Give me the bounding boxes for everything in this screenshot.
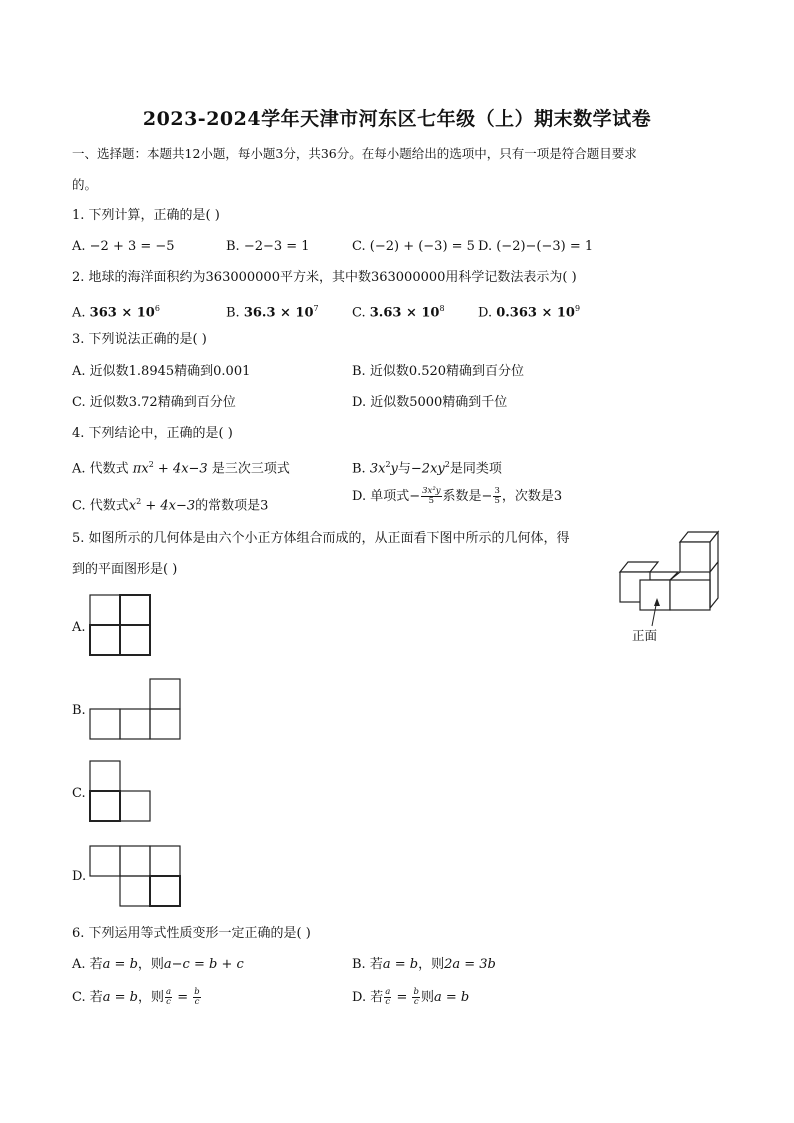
q4-option-b[interactable]: B. $3x^2y$与$-2xy^2$是同类项 <box>352 460 502 477</box>
section-instructions-line2: 的。 <box>72 177 98 192</box>
q5-stem-line1: 5. 如图所示的几何体是由六个小正方体组合而成的，从正面看下图中所示的几何体，得 <box>72 531 570 546</box>
q5-option-a-label[interactable]: A. <box>72 620 86 635</box>
q6-option-d[interactable]: D. 若 $\frac{a}{c}$ = $\frac{b}{c}$ 则a = b <box>352 987 470 1007</box>
q3-option-c[interactable]: C. 近似数3.72精确到百分位 <box>72 395 236 410</box>
q5-front-label: 正面 <box>632 628 658 643</box>
q5-option-c-label[interactable]: C. <box>72 786 86 801</box>
section-instructions-line1: 一、选择题：本题共12小题，每小题3分，共36分。在每小题给出的选项中，只有一项是符合题目要求 <box>72 146 637 161</box>
q1-option-b[interactable]: B. −2−3 = 1 <box>226 239 310 254</box>
q2-option-c[interactable]: C. $3.63 \times 10^8$ <box>352 304 445 321</box>
q2-option-a[interactable]: A. $363 \times 10^6$ <box>72 304 160 321</box>
q6-option-a[interactable]: A. 若a = b，则a−c = b + c <box>72 957 244 972</box>
q2-option-d[interactable]: D. $0.363 \times 10^9$ <box>478 304 581 321</box>
q1-option-d[interactable]: D. (−2)−(−3) = 1 <box>478 239 594 254</box>
q4-stem: 4. 下列结论中，正确的是( ) <box>72 426 233 441</box>
q5-option-b-figure[interactable] <box>89 678 181 740</box>
q6-option-b[interactable]: B. 若a = b，则2a = 3b <box>352 957 496 972</box>
q3-option-b[interactable]: B. 近似数0.520精确到百分位 <box>352 364 525 379</box>
q1-option-a[interactable]: A. −2 + 3 = −5 <box>72 239 175 254</box>
q5-option-d-figure[interactable] <box>89 845 181 907</box>
q1-stem: 1. 下列计算，正确的是( ) <box>72 208 220 223</box>
q5-option-a-figure[interactable] <box>89 594 151 656</box>
q2-option-b[interactable]: B. $36.3 \times 10^7$ <box>226 304 319 321</box>
q3-option-a[interactable]: A. 近似数1.8945精确到0.001 <box>72 364 251 379</box>
q3-option-d[interactable]: D. 近似数5000精确到千位 <box>352 395 508 410</box>
q1-option-c[interactable]: C. (−2) + (−3) = 5 <box>352 239 475 254</box>
q5-solid-figure <box>612 528 732 648</box>
q5-option-b-label[interactable]: B. <box>72 703 86 718</box>
q4-option-a[interactable]: A. 代数式 $\pi x^2 + 4x-3$ 是三次三项式 <box>72 460 290 477</box>
q4-option-c[interactable]: C. 代数式$x^2 + 4x-3$的常数项是3 <box>72 497 269 514</box>
q4-option-d[interactable]: D. 单项式− $\frac{\text{3x²y}}{5}$ 系数是− $\frac{3}{5}$ ，次数是3 <box>352 486 563 506</box>
q5-option-c-figure[interactable] <box>89 760 151 822</box>
q6-stem: 6. 下列运用等式性质变形一定正确的是( ) <box>72 926 311 941</box>
q5-stem-line2: 到的平面图形是( ) <box>72 562 178 577</box>
q2-stem: 2. 地球的海洋面积约为363000000平方米，其中数363000000用科学记数法表示为( ) <box>72 270 577 285</box>
q3-stem: 3. 下列说法正确的是( ) <box>72 332 207 347</box>
q5-option-d-label[interactable]: D. <box>72 869 87 884</box>
q6-option-c[interactable]: C. 若a = b，则 $\frac{a}{c}$ = $\frac{b}{c}$ <box>72 987 200 1007</box>
page-title: 2023-2024学年天津市河东区七年级（上）期末数学试卷 <box>142 108 652 130</box>
